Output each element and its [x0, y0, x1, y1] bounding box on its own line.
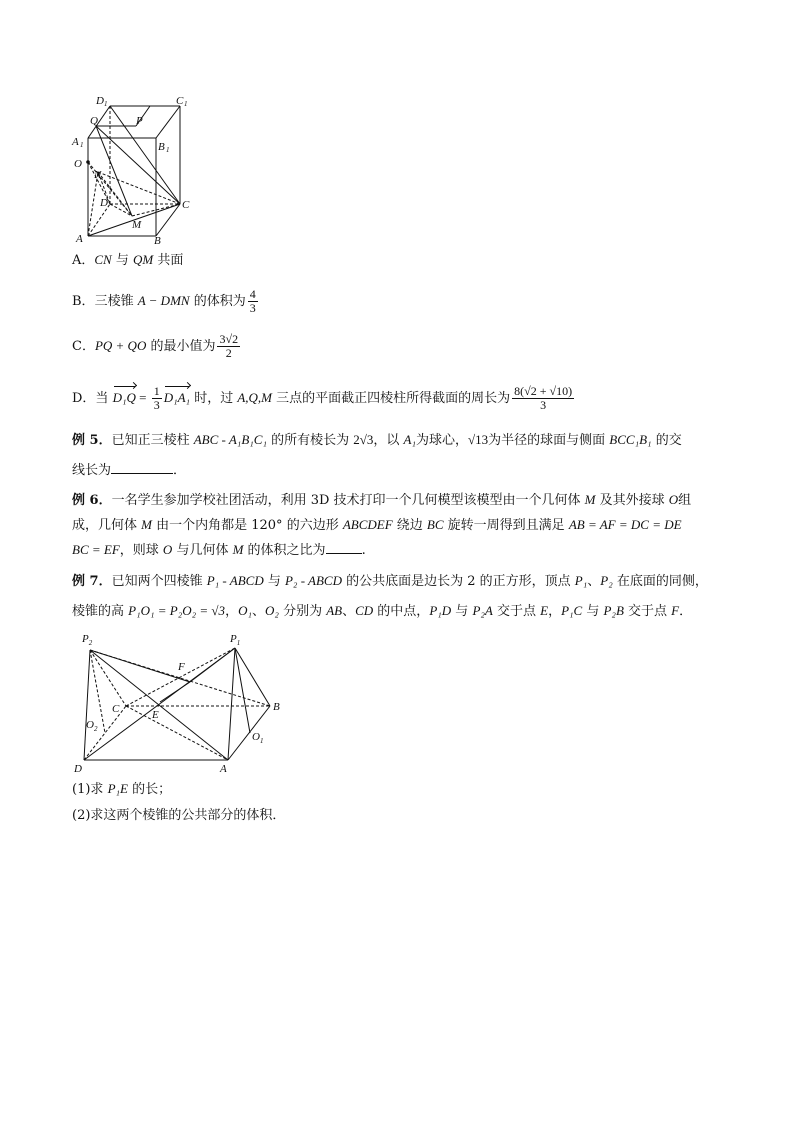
- example6-line1: 例 6．一名学生参加学校社团活动，利用 3D 技术打印一个几何模型该模型由一个几何体 M 及其外接球 O组: [72, 492, 692, 508]
- label-o1: $O_1$: [252, 731, 264, 745]
- label-a2: A: [220, 763, 227, 775]
- label-n: N: [94, 169, 102, 181]
- question-2: (2)求这两个棱锥的公共部分的体积．: [72, 808, 286, 823]
- label-a: A: [76, 233, 83, 245]
- fraction-4-3: $\frac{4}{3}$: [249, 287, 256, 315]
- fraction-1-3: $\frac{1}{3}$: [153, 384, 160, 412]
- label-b1: B: [158, 141, 165, 153]
- label-p1: $P_1$: [230, 633, 241, 647]
- label-f: F: [178, 661, 185, 673]
- svg-text:1: 1: [80, 141, 84, 149]
- label-m: M: [132, 219, 142, 231]
- svg-text:1: 1: [104, 100, 108, 108]
- option-c: C．PQ + QO 的最小值为 $\frac{3√2}{2}$: [72, 332, 239, 360]
- answer-blank-5: [111, 461, 173, 474]
- label-q: Q: [90, 115, 98, 127]
- label-d2: D: [74, 763, 82, 775]
- label-b2: B: [273, 701, 280, 713]
- pyramids-figure: [70, 626, 295, 776]
- svg-text:1: 1: [166, 146, 170, 154]
- label-c1: C: [176, 95, 184, 107]
- label-c: C: [182, 199, 190, 211]
- example6-line3: BC = EF，则球 O 与几何体 M 的体积之比为 .: [72, 542, 366, 558]
- example7-line1: 例 7．已知两个四棱锥 P₁ - ABCD 与 P₂ - ABCD 的公共底面是边长为 2 的正方形，顶点 P₁、P₂ 在底面的同侧，: [72, 573, 708, 589]
- label-o2: $O_2$: [86, 719, 98, 733]
- label-a1: A: [72, 136, 79, 148]
- example7-line2: 棱锥的高 P₁O₁ = P₂O₂ = √3，O₁、O₂ 分别为 AB、CD 的中点，P₁D 与 P₂A 交于点 E，P₁C 与 P₂B 交于点 F．: [72, 603, 693, 619]
- label-e: E: [152, 709, 159, 721]
- answer-blank-6: [326, 541, 362, 554]
- label-b: B: [154, 235, 161, 247]
- label-d: D: [100, 197, 108, 209]
- label-p2: $P_2$: [82, 633, 93, 647]
- fraction-3sqrt2-2: $\frac{3√2}{2}$: [219, 332, 239, 360]
- option-a: A．CN 与 QM 共面: [72, 252, 184, 268]
- question-1: (1)求 P₁E 的长；: [72, 781, 172, 797]
- example5-line1: 例 5．已知正三棱柱 ABC - A₁B₁C₁ 的所有棱长为 2√3，以 A₁为球心，√13为半径的球面与侧面 BCC₁B₁ 的交: [72, 432, 682, 448]
- label-p: P: [136, 115, 143, 127]
- svg-text:1: 1: [184, 100, 188, 108]
- label-c2: C: [112, 703, 120, 715]
- fraction-perimeter: $\frac{8(√2 + √10)}{3}$: [514, 384, 573, 412]
- prism-figure: [70, 92, 200, 252]
- example6-line2: 成，几何体 M 由一个内角都是 120° 的六边形 ABCDEF 绕边 BC 旋转一周得到且满足 AB = AF = DC = DE: [72, 517, 682, 533]
- label-d1: D: [96, 95, 104, 107]
- option-d: D．当 D₁Q = $\frac{1}{3}$ D₁A₁ 时，过 A,Q,M 三点的平面截正四棱柱所得截面的周长为 $\frac{8(√2 + √10)}{3}$: [72, 384, 573, 412]
- option-b: B．三棱锥 A − DMN 的体积为 $\frac{4}{3}$: [72, 287, 256, 315]
- label-o: O: [74, 158, 82, 170]
- example5-line2: 线长为 ．: [72, 463, 187, 478]
